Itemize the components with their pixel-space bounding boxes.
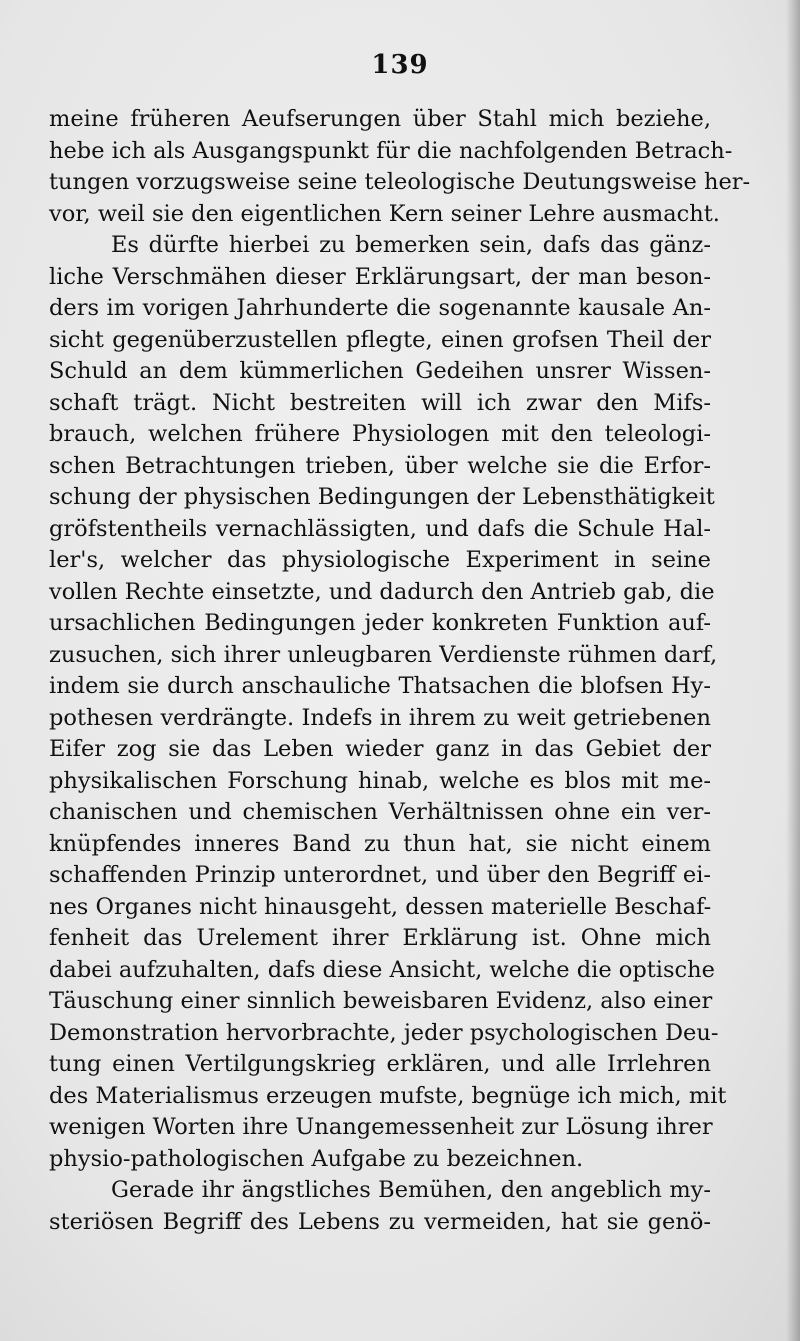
text-line: fenheit das Urelement ihrer Erklärung ist. Ohne mich [49, 925, 711, 951]
text-line: vor, weil sie den eigentlichen Kern seiner Lehre ausmacht. [49, 200, 720, 227]
text-line: Täuschung einer sinnlich beweisbaren Evidenz, also einer [49, 988, 713, 1014]
text-line: ler's, welcher das physiologische Experiment in seine [49, 547, 711, 573]
text-line: knüpfendes inneres Band zu thun hat, sie nicht einem [49, 830, 711, 857]
text-line: indem sie durch anschauliche Thatsachen die blofsen Hy- [49, 673, 711, 699]
text-line: ursachlichen Bedingungen jeder konkreten Funktion auf- [49, 610, 711, 636]
text-line: zusuchen, sich ihrer unleugbaren Verdienste rühmen darf, [49, 641, 718, 668]
text-line: hebe ich als Ausgangspunkt für die nachfolgenden Betrach- [49, 137, 733, 164]
text-line: tung einen Vertilgungskrieg erklären, und alle Irrlehren [49, 1051, 711, 1077]
text-line: liche Verschmähen dieser Erklärungsart, der man beson- [49, 263, 711, 290]
text-line: nes Organes nicht hinausgeht, dessen materielle Beschaf- [49, 893, 712, 920]
text-line: sicht gegenüberzustellen pflegte, einen grofsen Theil der [49, 326, 711, 353]
text-line: Demonstration hervorbrachte, jeder psychologischen Deu- [49, 1019, 719, 1046]
text-line: Gerade ihr ängstliches Bemühen, den angeblich my- [111, 1177, 711, 1203]
text-line: wenigen Worten ihre Unangemessenheit zur Lösung ihrer [49, 1114, 713, 1140]
text-line: tungen vorzugsweise seine teleologische Deutungsweise her- [49, 169, 751, 195]
text-line: Eifer zog sie das Leben wieder ganz in das Gebiet der [49, 736, 711, 762]
text-line: vollen Rechte einsetzte, und dadurch den Antrieb gab, die [49, 578, 715, 605]
body-text [49, 104, 751, 1238]
text-line: Es dürfte hierbei zu bemerken sein, dafs das gänz- [111, 232, 711, 258]
text-line: meine früheren Aeufserungen über Stahl mich beziehe, [49, 106, 711, 132]
text-line: steriösen Begriff des Lebens zu vermeiden, hat sie genö- [49, 1208, 711, 1235]
text-line: brauch, welchen frühere Physiologen mit den teleologi- [49, 421, 711, 447]
text-line: schaft trägt. Nicht bestreiten will ich zwar den Mifs- [49, 389, 711, 416]
text-line: Schuld an dem kümmerlichen Gedeihen unsrer Wissen- [49, 358, 711, 384]
text-line: ders im vorigen Jahrhunderte die sogenannte kausale An- [49, 295, 711, 321]
text-line: dabei aufzuhalten, dafs diese Ansicht, welche die optische [49, 956, 715, 983]
text-line: schaffenden Prinzip unterordnet, und über den Begriff ei- [49, 862, 711, 888]
text-line: schung der physischen Bedingungen der Lebensthätigkeit [49, 484, 715, 510]
text-line: des Materialismus erzeugen mufste, begnüge ich mich, mit [49, 1082, 727, 1109]
text-line: pothesen verdrängte. Indefs in ihrem zu weit getriebenen [49, 704, 711, 731]
text-line: schen Betrachtungen trieben, über welche sie die Erfor- [49, 452, 711, 479]
text-line: chanischen und chemischen Verhältnissen ohne ein ver- [49, 799, 711, 825]
text-line: gröfstentheils vernachlässigten, und dafs die Schule Hal- [49, 515, 711, 542]
page-number: 139 [371, 50, 429, 80]
text-line: physio-pathologischen Aufgabe zu bezeichnen. [49, 1145, 584, 1172]
text-line: physikalischen Forschung hinab, welche es blos mit me- [49, 767, 711, 794]
page-edge-shadow [786, 0, 800, 1341]
